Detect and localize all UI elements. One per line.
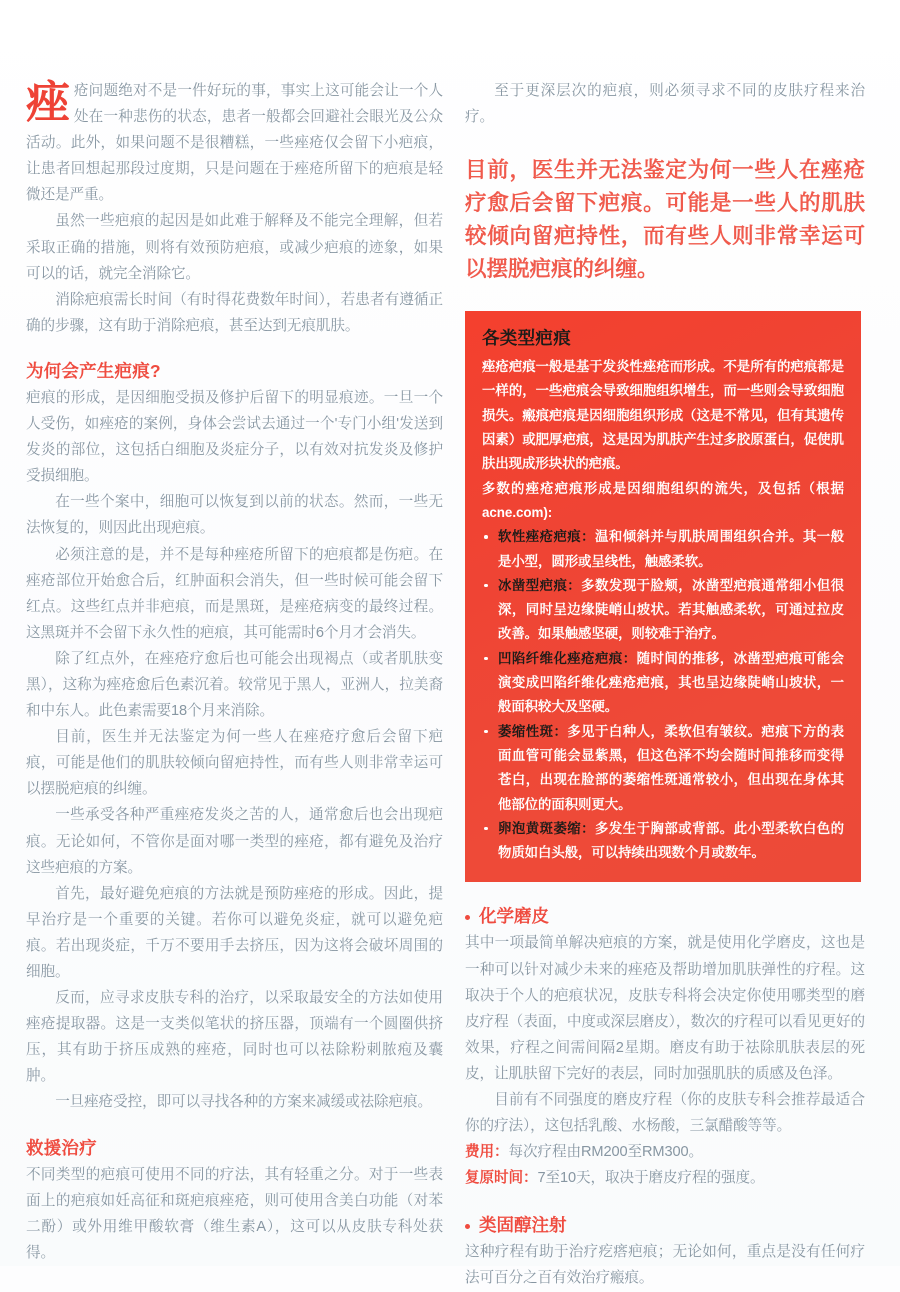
scar-type-description: 多发生于胸部或背部。此小型柔软白色的物质如白头般，可以持续出现数个月或数年。 <box>498 820 844 861</box>
intro-paragraph-1: 虽然一些疤痕的起因是如此难于解释及不能完全理解，但若采取正确的措施，则将有效预防疤痕，或减少疤痕的迹象，如果可以的话，就完全消除它。 <box>26 213 443 282</box>
section-heading-steroid-injection-wrapper <box>465 1213 865 1237</box>
chemical-peel-paragraph-1: 其中一项最简单解决疤痕的方案，就是使用化学磨皮，这也是一种可以针对减少未来的痤疮及帮助增加肌肤弹性的疗程。这取决于个人的疤痕状况，皮肤专科将会决定你使用哪类型的磨皮疗程（表面，中度或深层磨皮），数次的疗程可以看见更好的效果，疗程之间需间隔2星期。磨皮有助于祛除肌肤表层的死皮，让肌肤留下完好的表层，同时加强肌肤的质感及色泽。 <box>465 935 865 1082</box>
chemical-peel-recovery <box>465 1165 865 1191</box>
right-column <box>465 78 865 1287</box>
section-heading-steroid-injection: 类固醇注射 <box>479 1215 567 1236</box>
why-paragraph-4: 除了红点外，在痤疮疗愈后也可能会出现褐点（或者肌肤变黑），这称为痤疮愈后色素沉着。较常见于黑人，亚洲人，拉美裔和中东人。此色素需要18个月来消除。 <box>26 650 443 720</box>
why-paragraph-1: 疤痕的形成，是因细胞受损及修护后留下的明显痕迹。一旦一个人受伤，如痤疮的案例，身体会尝试去通过一个'专门小组'发送到发炎的部位，这包括白细胞及炎症分子，以有效对抗发炎及修护受损细胞。 <box>26 389 443 485</box>
scar-type-term: 萎缩性斑： <box>498 723 568 739</box>
intro-paragraph-2: 消除疤痕需长时间（有时得花费数年时间），若患者有遵循正确的步骤，这有助于消除疤痕，甚至达到无痕肌肤。 <box>26 291 443 334</box>
recovery-value: 7至10天，取决于磨皮疗程的强度。 <box>537 1170 765 1187</box>
left-column <box>26 77 443 1261</box>
pull-quote: 目前，医生并无法鉴定为何一些人在痤疮疗愈后会留下疤痕。可能是一些人的肌肤较倾向留疤持性，而有些人则非常幸运可以摆脱疤痕的纠缠。 <box>465 158 865 282</box>
bullet-icon <box>484 657 488 661</box>
bullet-icon <box>484 584 488 588</box>
callout-intro-paragraph-1: 痤疮疤痕一般是基于发炎性痤疮而形成。不是所有的疤痕都是一样的，一些疤痕会导致细胞组织增生，而一些则会导致细胞损失。瘢痕疤痕是因细胞组织形成（这是不常见，但有其遗传因素）或肥厚疤痕，这是因为肌肤产生过多胶原蛋白，促使肌肤出现成形块状的疤痕。 <box>482 359 844 472</box>
section-heading-chemical-peel: 化学磨皮 <box>479 906 549 927</box>
bullet-icon <box>484 730 488 734</box>
chemical-peel-cost <box>465 1139 865 1165</box>
recovery-label: 复原时间： <box>465 1170 538 1187</box>
chemical-peel-paragraph-2: 目前有不同强度的磨皮疗程（你的皮肤专科会推荐最适合你的疗法），这包括乳酸、水杨酸，三氯醋酸等等。 <box>465 1091 865 1135</box>
cost-label: 费用： <box>465 1144 509 1161</box>
why-paragraph-7: 首先，最好避免疤痕的方法就是预防痤疮的形成。因此，提早治疗是一个重要的关键。若你可以避免炎症，就可以避免疤痕。若出现炎症，千万不要用手去挤压，因为这将会破坏周围的细胞。 <box>26 885 443 980</box>
bullet-icon <box>484 535 488 539</box>
scar-type-description: 随时间的推移，冰凿型疤痕可能会演变成凹陷纤维化痤疮疤痕，其也呈边缘陡峭山坡状，一般面积较大及坚硬。 <box>498 650 845 715</box>
why-paragraph-8: 反而，应寻求皮肤专科的治疗，以采取最安全的方法如使用痤疮提取器。这是一支类似笔状的挤压器，顶端有一个圆圈供挤压，其有助于挤压成熟的痤疮，同时也可以祛除粉刺脓疱及囊肿。 <box>26 990 443 1085</box>
drop-cap: 痤 <box>26 77 70 128</box>
list-item <box>482 574 844 647</box>
bullet-icon <box>465 1224 470 1229</box>
list-item <box>482 647 844 720</box>
scar-types-callout-box <box>465 311 861 882</box>
steroid-paragraph-1: 这种疗程有助于治疗疙瘩疤痕；无论如何，重点是没有任何疗法可百分之百有效治疗瘢痕。 <box>465 1244 865 1287</box>
list-item <box>482 817 844 866</box>
scar-type-term: 软性痤疮疤痕： <box>498 529 596 545</box>
scar-type-description: 多数发现于脸颊，冰凿型疤痕通常细小但很深，同时呈边缘陡峭山坡状。若其触感柔软，可通过拉皮改善。如果触感坚硬，则较难于治疗。 <box>498 577 844 642</box>
why-paragraph-5: 目前，医生并无法鉴定为何一些人在痤疮疗愈后会留下疤痕，可能是他们的肌肤较倾向留疤持性，而有些人则非常幸运可以摆脱疤痕的纠缠。 <box>26 729 443 798</box>
rescue-paragraph-1: 不同类型的疤痕可使用不同的疗法，其有轻重之分。对于一些表面上的疤痕如妊高征和斑疤痕痤疮，则可使用含美白功能（对苯二酚）或外用维甲酸软膏（维生素A），这可以从皮肤专科处获得。 <box>26 1166 443 1261</box>
scar-types-list <box>482 525 844 865</box>
why-paragraph-3: 必须注意的是，并不是每种痤疮所留下的疤痕都是伤疤。在痤疮部位开始愈合后，红肿面积会消失，但一些时候可能会留下红点。这些红点并非疤痕，而是黑斑，是痤疮病变的最终过程。这黑斑并不会留下永久性的疤痕，其可能需时6个月才会消失。 <box>26 546 443 641</box>
lead-paragraph <box>26 78 443 208</box>
scar-type-term: 冰凿型疤痕： <box>498 577 582 593</box>
why-paragraph-9: 一旦痤疮受控，即可以寻找各种的方案来减缓或祛除疤痕。 <box>55 1094 433 1111</box>
list-item <box>482 525 844 574</box>
continuation-paragraph: 至于更深层次的疤痕，则必须寻求不同的皮肤疗程来治疗。 <box>465 83 865 126</box>
bullet-icon <box>484 827 488 831</box>
callout-box-title: 各类型疤痕 <box>482 328 571 349</box>
section-heading-chemical-peel-wrapper <box>465 904 865 928</box>
lead-paragraph-text: 疮问题绝对不是一件好玩的事，事实上这可能会让一个人处在一种悲伤的状态，患者一般都会回避社会眼光及公众活动。此外，如果问题不是很糟糕，一些痤疮仅会留下小疤痕，让患者回想起那段过度期，只是问题在于痤疮所留下的疤痕是轻微还是严重。 <box>26 83 443 204</box>
scar-type-description: 多见于白种人，柔软但有皱纹。疤痕下方的表面血管可能会显紫黑，但这色泽不均会随时间推移而变得苍白，出现在脸部的萎缩性斑通常较小，但出现在身体其他部位的面积则更大。 <box>498 723 845 812</box>
section-heading-rescue-treatment: 救援治疗 <box>26 1137 97 1158</box>
scar-type-term: 凹陷纤维化痤疮疤痕： <box>498 650 637 666</box>
callout-intro-paragraph-2: 多数的痤疮疤痕形成是因细胞组织的流失，及包括（根据acne.com): <box>482 480 844 520</box>
scar-type-term: 卵泡黄斑萎缩： <box>498 820 596 836</box>
scar-type-description: 温和倾斜并与肌肤周围组织合并。其一般是小型，圆形或呈线性，触感柔软。 <box>498 529 844 569</box>
bullet-icon <box>465 915 470 920</box>
section-heading-why-scars: 为何会产生疤痕? <box>26 360 161 381</box>
cost-value: 每次疗程由RM200至RM300。 <box>508 1144 704 1161</box>
list-item <box>482 720 844 817</box>
why-paragraph-6: 一些承受各种严重痤疮发炎之苦的人，通常愈后也会出现疤痕。无论如何，不管你是面对哪一类型的痤疮，都有避免及治疗这些疤痕的方案。 <box>26 807 443 876</box>
why-paragraph-2: 在一些个案中，细胞可以恢复到以前的状态。然而，一些无法恢复的，则因此出现疤痕。 <box>26 494 443 537</box>
